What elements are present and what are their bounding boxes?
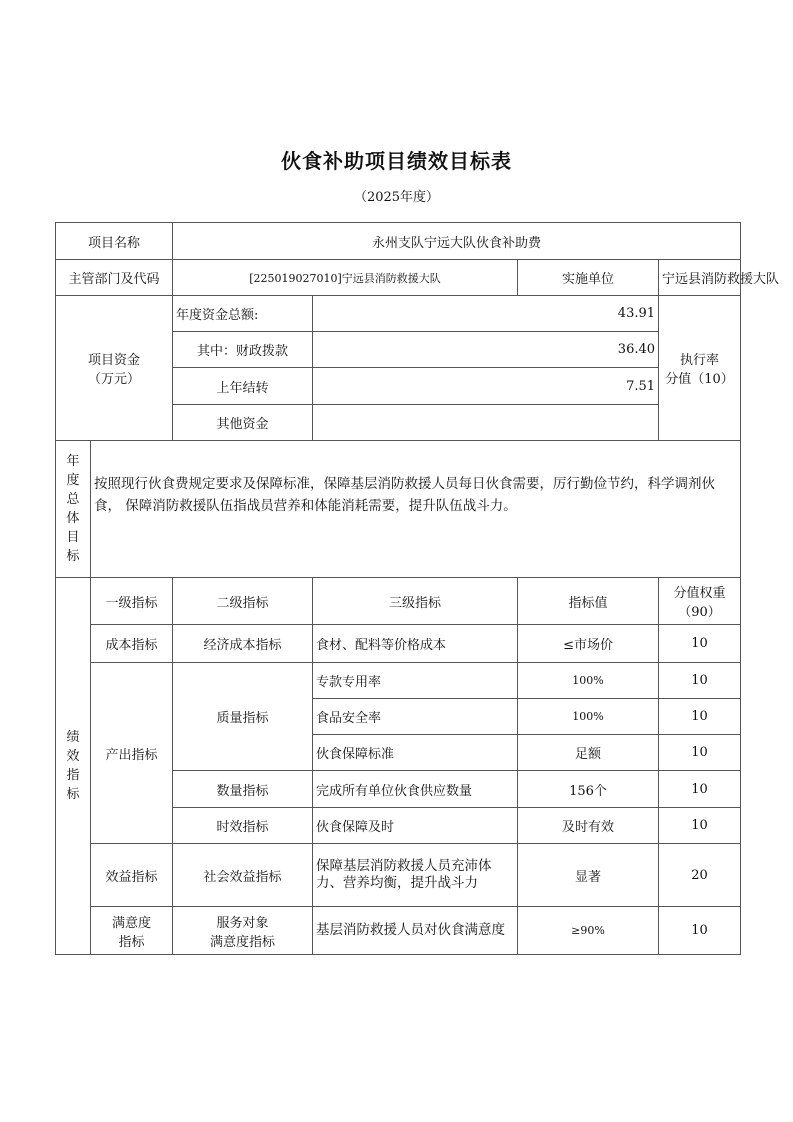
benefit-level2: 社会效益指标 — [173, 844, 313, 907]
funds-row-value — [313, 405, 659, 441]
execution-rate-line1: 执行率 — [680, 353, 720, 368]
performance-label-char: 效 — [66, 749, 80, 764]
indicator-weight: 10 — [659, 907, 741, 955]
indicator-value: 足额 — [518, 735, 659, 771]
funds-label — [56, 296, 173, 441]
indicator-name: 基层消防救援人员对伙食满意度 — [313, 907, 518, 955]
indicator-name: 食材、配料等价格成本 — [313, 625, 518, 663]
indicator-value: ≤市场价 — [518, 625, 659, 663]
funds-row-label: 上年结转 — [173, 368, 313, 405]
indicator-name: 食品安全率 — [313, 699, 518, 735]
indicator-weight: 10 — [659, 663, 741, 699]
project-name-label: 项目名称 — [56, 223, 173, 260]
indicator-name: 专款专用率 — [313, 663, 518, 699]
timeliness-level2: 时效指标 — [173, 808, 313, 844]
page-subtitle: （2025年度） — [353, 190, 440, 205]
satisfaction-level1 — [91, 907, 173, 955]
performance-table — [55, 222, 780, 955]
header-weight-line2: （90） — [678, 605, 721, 620]
indicator-weight: 20 — [659, 844, 741, 907]
performance-label-char: 绩 — [66, 730, 80, 745]
goal-text: 按照现行伙食费规定要求及保障标准，保障基层消防救援人员每日伙食需要，厉行勤俭节约，科学调剂伙食， 保障消防救援队伍指战员营养和体能消耗需要，提升队伍战斗力。 — [91, 441, 741, 578]
goal-label-char: 年 — [66, 454, 80, 469]
satisfaction-level2 — [173, 907, 313, 955]
indicator-weight: 10 — [659, 735, 741, 771]
impl-value: 宁远县消防救援大队 — [659, 260, 741, 296]
output-level1: 产出指标 — [91, 663, 173, 844]
impl-label: 实施单位 — [518, 260, 659, 296]
indicator-value: 100% — [518, 663, 659, 699]
indicator-value: 及时有效 — [518, 808, 659, 844]
execution-rate-cell — [659, 296, 741, 441]
quality-level2: 质量指标 — [173, 663, 313, 771]
header-level1: 一级指标 — [91, 578, 173, 625]
indicator-weight: 10 — [659, 771, 741, 808]
dept-value-text: [225019027010]宁远县消防救援大队 — [249, 271, 441, 285]
satisfaction-level1-line2: 指标 — [118, 934, 145, 950]
benefit-level1: 效益指标 — [91, 844, 173, 907]
cost-level1: 成本指标 — [91, 625, 173, 663]
header-value: 指标值 — [518, 578, 659, 625]
goal-label-char: 总 — [66, 492, 80, 507]
satisfaction-level2-line1: 服务对象 — [216, 915, 269, 931]
page-title: 伙食补助项目绩效目标表 — [281, 149, 512, 173]
indicator-weight: 10 — [659, 699, 741, 735]
funds-label-line1: 项目资金 — [88, 353, 141, 368]
performance-label-char: 标 — [66, 787, 80, 802]
dept-value — [173, 260, 518, 296]
header-level3: 三级指标 — [313, 578, 518, 625]
funds-row-label: 其中：财政拨款 — [173, 332, 313, 368]
indicator-weight: 10 — [659, 625, 741, 663]
funds-row-value: 7.51 — [313, 368, 659, 405]
header-weight — [659, 578, 741, 625]
goal-label — [56, 441, 91, 578]
indicator-name: 保障基层消防救援人员充沛体力、营养均衡，提升战斗力 — [313, 844, 518, 907]
satisfaction-level2-line2: 满意度指标 — [210, 934, 276, 950]
indicator-value: 显著 — [518, 844, 659, 907]
cost-level2: 经济成本指标 — [173, 625, 313, 663]
project-name-value: 永州支队宁远大队伙食补助费 — [173, 223, 741, 260]
indicator-weight: 10 — [659, 808, 741, 844]
goal-label-char: 目 — [66, 530, 80, 545]
quantity-level2: 数量指标 — [173, 771, 313, 808]
funds-row-value: 43.91 — [313, 296, 659, 332]
header-weight-line1: 分值权重 — [673, 586, 726, 601]
satisfaction-level1-line1: 满意度 — [112, 915, 152, 931]
goal-label-char: 标 — [66, 549, 80, 564]
indicator-value: 156个 — [518, 771, 659, 808]
performance-label — [56, 578, 91, 955]
dept-label: 主管部门及代码 — [56, 260, 173, 296]
goal-label-char: 度 — [66, 473, 80, 488]
header-level2: 二级指标 — [173, 578, 313, 625]
indicator-value: ≥90% — [518, 907, 659, 955]
funds-row-label: 其他资金 — [173, 405, 313, 441]
indicator-value: 100% — [518, 699, 659, 735]
funds-row-value: 36.40 — [313, 332, 659, 368]
indicator-name: 伙食保障及时 — [313, 808, 518, 844]
indicator-name: 完成所有单位伙食供应数量 — [313, 771, 518, 808]
funds-label-line2: （万元） — [88, 372, 141, 387]
performance-label-char: 指 — [66, 768, 80, 783]
indicator-name: 伙食保障标准 — [313, 735, 518, 771]
funds-row-label: 年度资金总额: — [173, 296, 313, 332]
execution-rate-line2: 分值（10） — [665, 372, 734, 387]
goal-label-char: 体 — [66, 511, 80, 526]
